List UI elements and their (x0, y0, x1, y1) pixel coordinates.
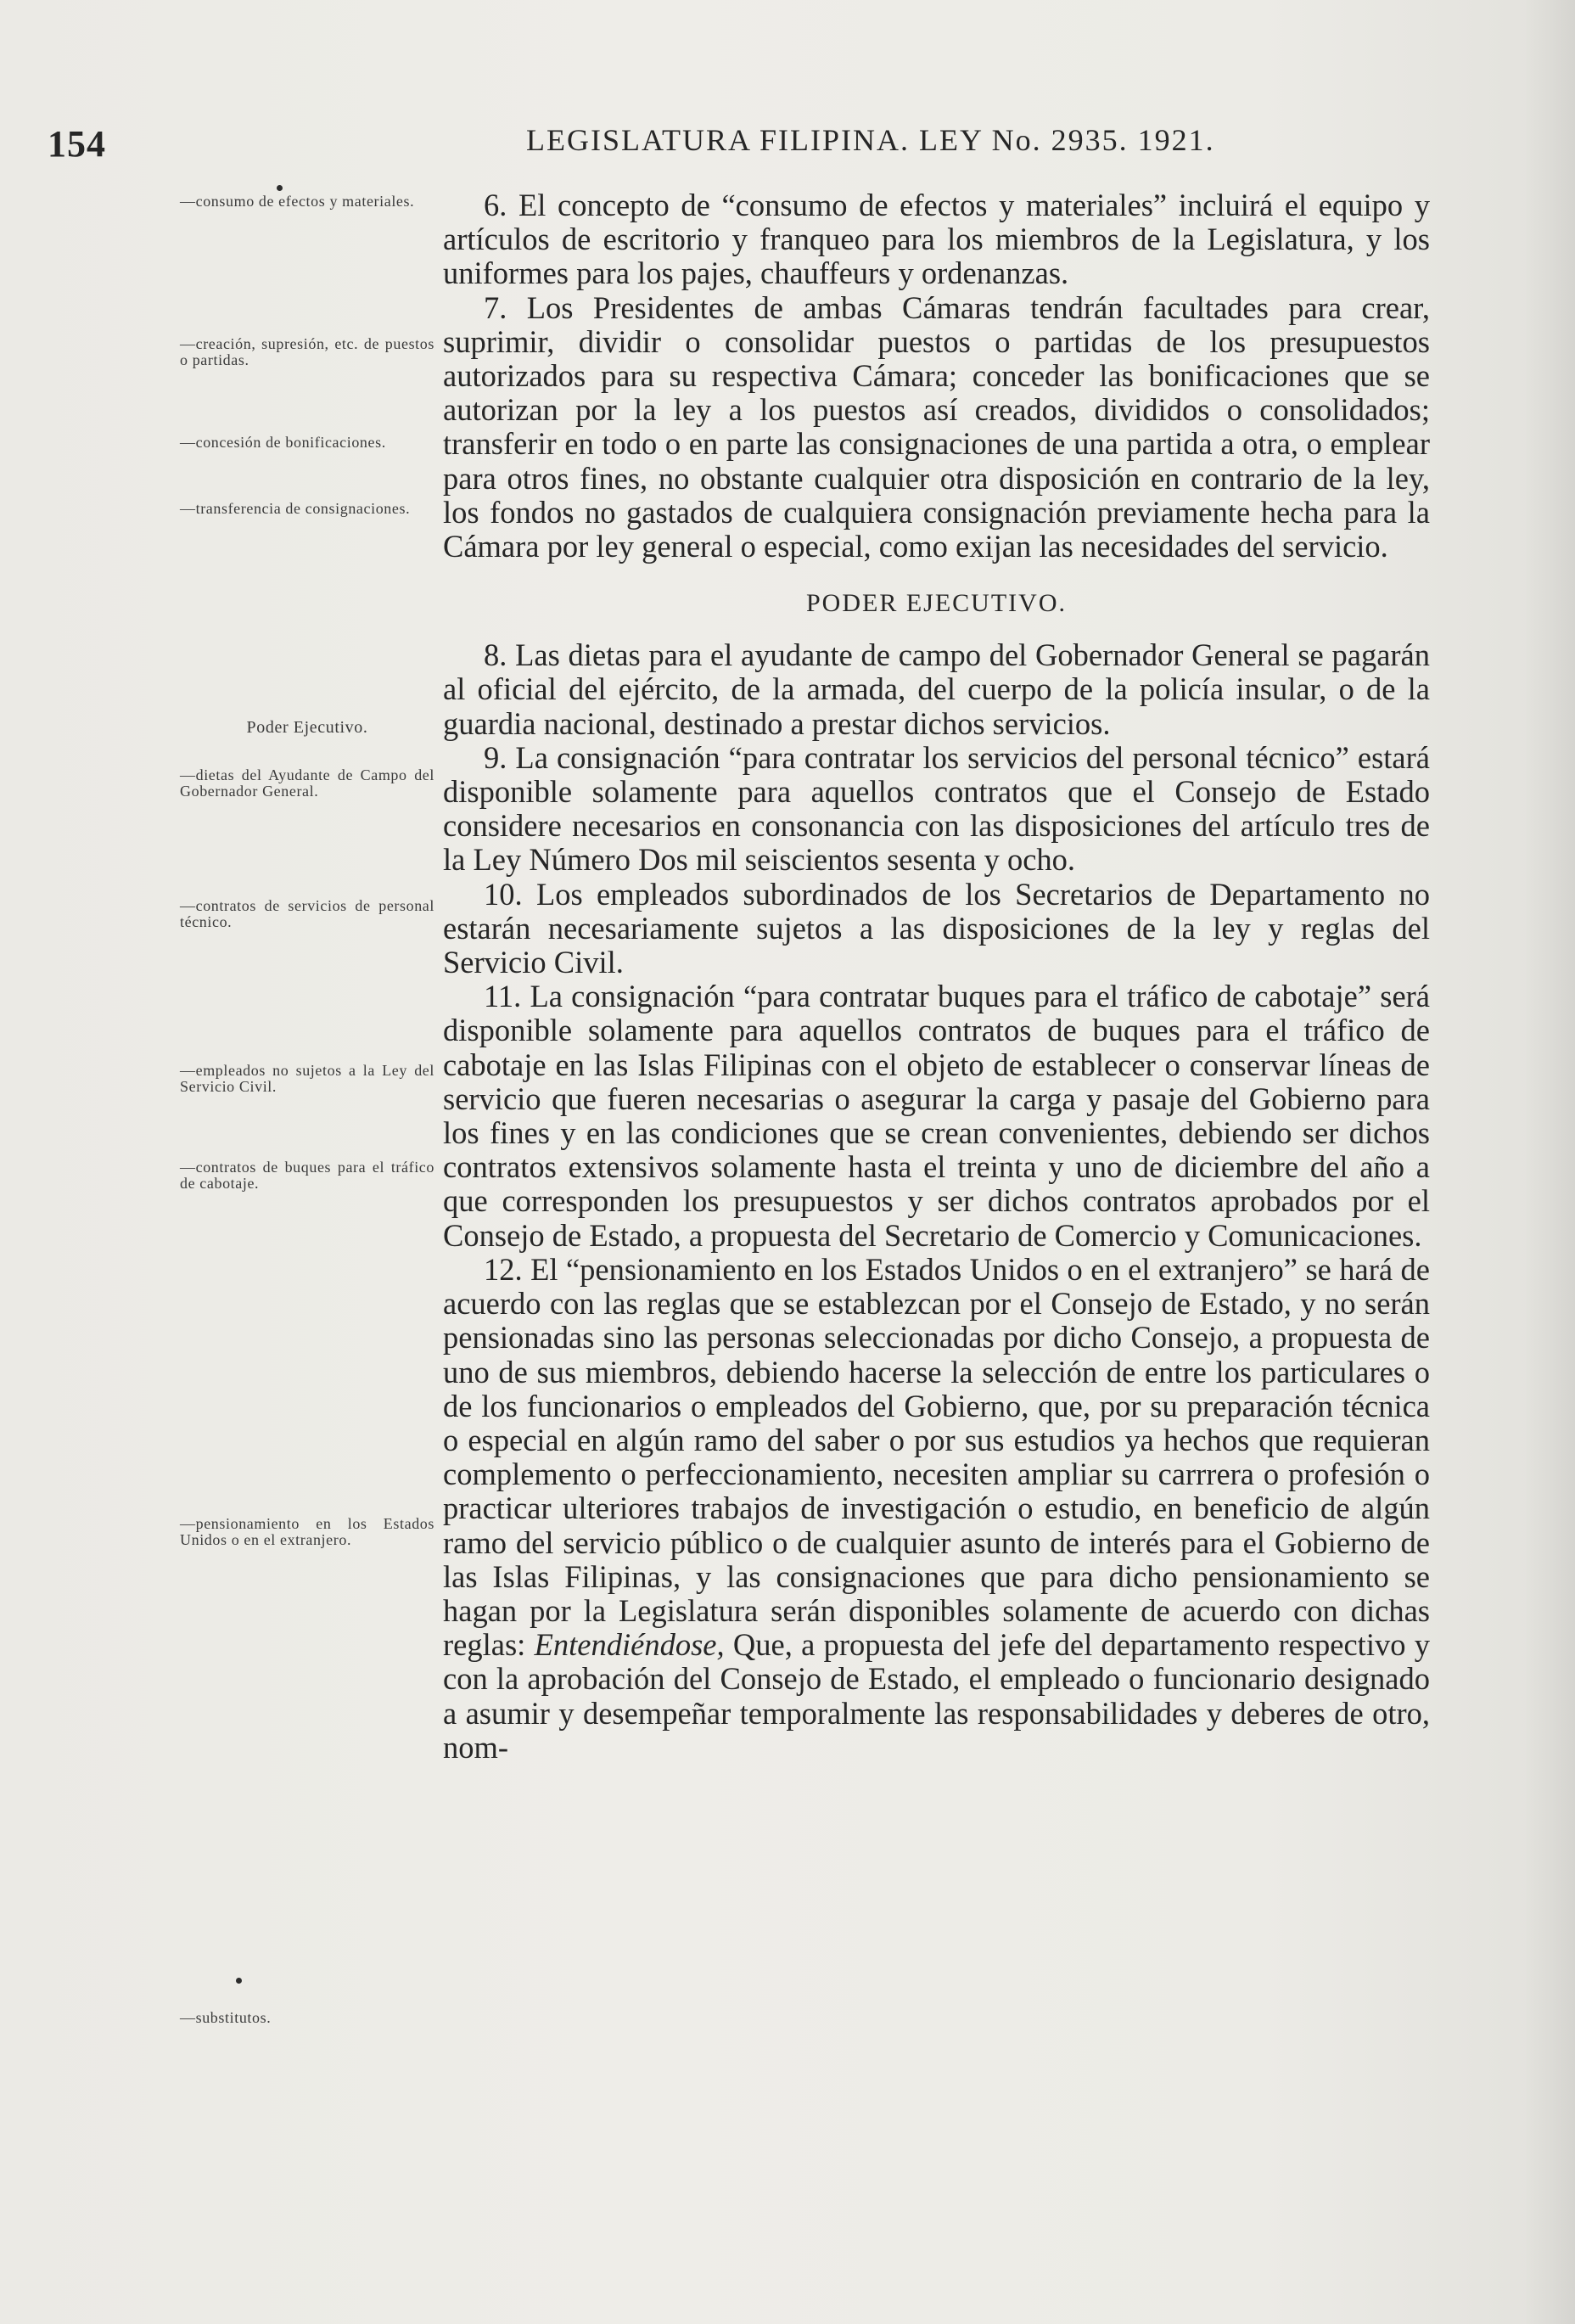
section-heading: PODER EJECUTIVO. (806, 589, 1067, 618)
margin-note-creacion: —creación, supresión, etc. de puestos o partidas. (180, 335, 434, 368)
body-text (443, 188, 1430, 1765)
paragraph-12-main: 12. El “pensionamiento en los Estados Unidos o en el extranjero” se hará de acuerdo con las reglas que se establezcan por el Consejo de Estado, y no serán pensionadas sino las personas seleccionadas por dicho Consejo, a propuesta de uno de sus miembros, debiendo hacerse la selección de entre los particulares o de los funcionarios o empleados del Gobierno, que, por su preparación técnica o especial en algún ramo del saber o por sus estudios ya hechos que requieran complemento o perfeccionamiento, necesiten ampliar su carrrera o profesión o practicar ulteriores trabajos de investigación o estudio, en beneficio de algún ramo del servicio público o de cualquier asunto de interés para el Gobierno de las Islas Filipinas, y las consignaciones que para dicho pensionamiento se hagan por la Legislatura serán disponibles solamente de acuerdo con dichas reglas: (443, 1251, 1430, 1663)
paragraph-7: 7. Los Presidentes de ambas Cámaras tendrán facultades para crear, suprimir, dividir o consolidar puestos o partidas de los presupuestos autorizados para su respectiva Cámara; conceder las bonificaciones que se autorizan por la ley a los puestos así creados, divididos o consolidados; transferir en todo o en parte las consignaciones de una partida a otra, o emplear para otros fines, no obstante cualquier otra disposición en contrario de la ley, los fondos no gastados de cualquiera consignación previamente hecha para la Cámara por ley general o especial, como exijan las necesidades del servicio. (443, 289, 1430, 564)
margin-note-empleados: —empleados no sujetos a la Ley del Servicio Civil. (180, 1062, 434, 1095)
paragraph-11: 11. La consignación “para contratar buques para el tráfico de cabotaje” será disponible solamente para aquellos contratos de buques para el tráfico de cabotaje en las Islas Filipinas con el objeto de establecer o conservar líneas de servicio que fueren necesarias o asegurar la carga y pasaje del Gobierno para los fines y en las condiciones que se crean convenientes, debiendo ser dichos contratos extensivos solamente hasta el treinta y uno de diciembre del año a que corresponden los presupuestos y ser dichos contratos aprobados por el Consejo de Estado, a propuesta del Secretario de Comercio y Comunicaciones. (443, 979, 1430, 1253)
margin-note-poder-ejecutivo: Poder Ejecutivo. (246, 718, 368, 737)
margin-note-contratos-servicios: —contratos de servicios de personal técnico. (180, 897, 434, 930)
margin-note-dietas: —dietas del Ayudante de Campo del Gobernador General. (180, 766, 434, 800)
paragraph-12-proviso: Entendiéndose, (534, 1627, 725, 1663)
margin-note-pensionamiento: —pensionamiento en los Estados Unidos o en el extranjero. (180, 1515, 434, 1548)
margin-note-bonificaciones: —concesión de bonificaciones. (180, 434, 386, 451)
paragraph-12-rest: Que, a propuesta del jefe del departamento respectivo y con la aprobación del Consejo de Estado, el empleado o funcionario designado a asumir y desempeñar temporalmente las responsabilidades y deberes de otro, nom- (443, 1627, 1430, 1765)
paragraph-9: 9. La consignación “para contratar los servicios del personal técnico” estará disponible solamente para aquellos contratos que el Consejo de Estado considere necesarios en consonancia con las disposiciones del artículo tres de la Ley Número Dos mil seiscientos sesenta y ocho. (443, 739, 1430, 878)
margin-note-transferencia: —transferencia de consignaciones. (180, 500, 411, 517)
page-number: 154 (48, 123, 106, 165)
print-speck (277, 185, 283, 191)
paragraph-6: 6. El concepto de “consumo de efectos y materiales” incluirá el equipo y artículos de escritorio y franqueo para los miembros de la Legislatura, y los uniformes para los pajes, chauffeurs y ordenanzas. (443, 188, 1430, 291)
print-speck (236, 1978, 242, 1984)
margin-note-substitutos: —substitutos. (180, 2009, 272, 2026)
margin-note-consumo: —consumo de efectos y materiales. (180, 193, 415, 210)
running-head: LEGISLATURA FILIPINA. LEY No. 2935. 1921. (526, 123, 1215, 157)
margin-note-contratos-buques: —contratos de buques para el tráfico de cabotaje. (180, 1159, 434, 1192)
paragraph-8: 8. Las dietas para el ayudante de campo del Gobernador General se pagarán al oficial del ejército, de la armada, del cuerpo de la policía insular, o de la guardia nacional, destinado a prestar dichos servicios. (443, 637, 1430, 741)
page-edge-shadow (1524, 0, 1575, 2324)
paragraph-10: 10. Los empleados subordinados de los Secretarios de Departamento no estarán necesariamente sujetos a las disposiciones de la ley y reglas del Servicio Civil. (443, 876, 1430, 980)
paragraph-12 (443, 1253, 1430, 1765)
